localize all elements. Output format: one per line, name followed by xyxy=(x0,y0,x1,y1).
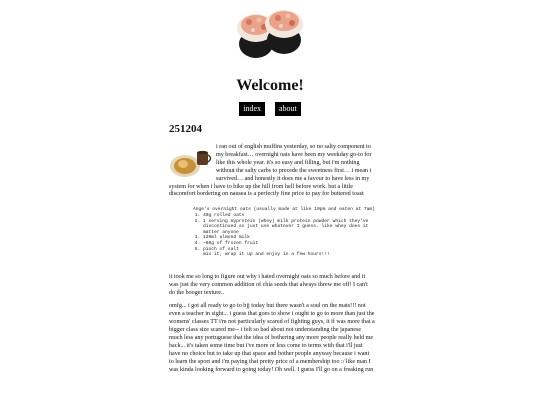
site-title: Welcome! xyxy=(236,77,304,94)
post-paragraph-3: omfg... i got all ready to go to bjj today but there wasn't a soul on the mats!!! not even a teacher in sight... i guess that goes to show i ought to go to more than just the womens' classes TT i'm not particularly scared of fighting guys, it if was more that a bigger class size scared me-- i felt so bad about not understanding the japanese much less any portuguese that the idea of bothering any more people really held me back... it's taken some time but i've more or less come to terms with that i'll just have no choice but to take up that space and bother people anyway because i want to learn the sport and i'm paying that pretty price of a membership too :/ like man I was kinda looking forward to going today! Oh well. I guess I'll go on a freaking run xyxy=(169,303,375,373)
recipe-step: 1. 40g rolled oats xyxy=(203,213,375,219)
sushi-logo-image xyxy=(234,4,306,64)
blog-post xyxy=(169,123,375,381)
recipe-title: Ange's overnight oats (usually made at like 10pm and eaten at 7am) xyxy=(193,207,375,213)
recipe-step: mix it, wrap it up and enjoy in a few hours!!! xyxy=(203,252,330,258)
nav-about-link[interactable]: about xyxy=(275,102,301,116)
recipe-block xyxy=(193,207,375,257)
sushi-right xyxy=(265,10,303,54)
recipe-step: 3. 120ml almond milk xyxy=(203,235,375,241)
post-date: 251204 xyxy=(169,123,202,135)
recipe-steps xyxy=(193,213,375,258)
breakfast-photo xyxy=(169,148,213,178)
nav-bar xyxy=(0,98,540,116)
post-paragraph-2: it took me so long to figure out why i hated overnight oats so much before and it was just the very common addition of chia seeds that always threw me off! I can't do the booger texture.. xyxy=(169,273,368,296)
recipe-step: 2. 1 serving myprotein (whey) milk protein powder which they've discontinued so just use whatever I guess. like whey does it matter anyone xyxy=(203,219,375,236)
post-paragraph-1: i ran out of english muffins yesterday, so no salty component to my breakfast… overnight oats have been my weekday go-to for like this whole year. it's so easy and filling, but i'm nothing without the salty carbs to precede the sweetness first… i mean i survived… and honestly it does me a favour to have less in my system for when i have to bike up the hill from hell before work. but a little discomfort bordering on nausea is a perfectly fine price to pay for buttered toast xyxy=(169,144,372,198)
recipe-step: 5. pinch of salt xyxy=(203,247,375,253)
nav-index-link[interactable]: index xyxy=(239,102,265,116)
recipe-step: 4. ~80g of frozen fruit xyxy=(203,241,375,247)
